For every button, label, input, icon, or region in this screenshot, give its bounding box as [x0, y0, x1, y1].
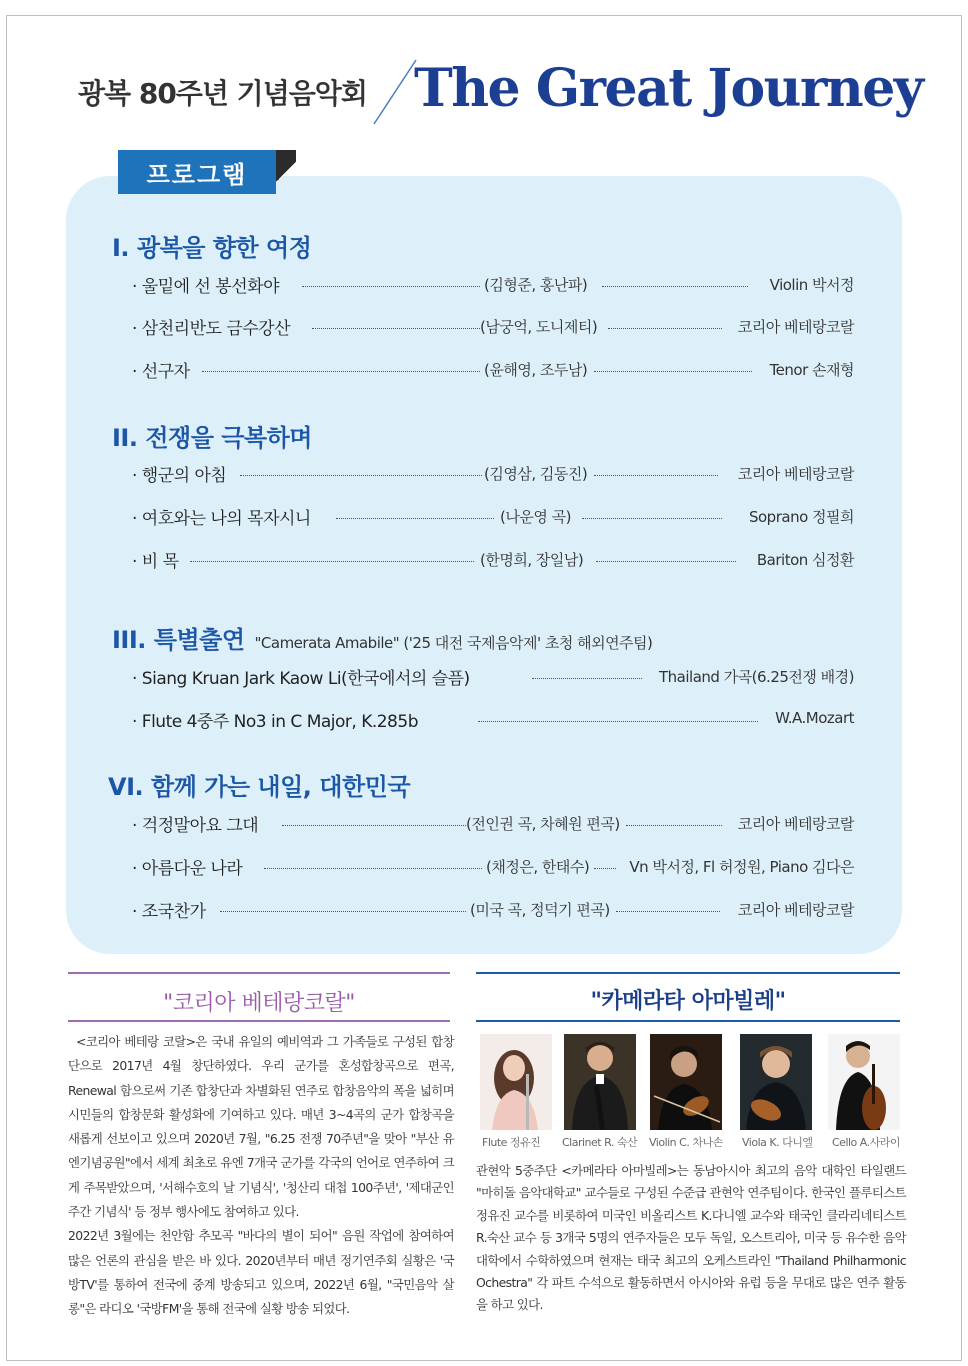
program-row [132, 504, 854, 530]
program-tab-label: 프로그램 [118, 150, 276, 194]
program-row [132, 547, 854, 573]
leader-dots [582, 518, 722, 519]
piece-performer: 코리아 베테랑코랄 [737, 465, 854, 483]
veteran-choral-heading: "코리아 베테랑코랄" [68, 972, 450, 1022]
veteran-choral-paragraph-1: <코리아 베테랑 코랄>은 국내 유일의 예비역과 그 가족들로 구성된 합창단으로 2017년 4월 창단하였다. 우리 군가를 혼성합창곡으로 편곡, Renewal 함으로써 기존 합창단과 차별화된 연주로 합창음악의 폭을 넓히며 시민들의 합창문화 활성화에 기여하고 있다. 매년 3~4곡의 군가 합창곡을 새롭게 선보이고 있으며 2020년 7월, "6.25 전쟁 70주년"을 맞아 "부산 유엔기념공원"에서 세계 최초로 유엔 7개국 군가를 각국의 언어로 연주하여 크게 주목받았으며, '서해수호의 날 기념식', '청산리 대첩 100주년', '제대군인 주간 기념식' 등 정부 행사에도 참여하고 있다. [68, 1034, 454, 1220]
piece-title: · 삼천리반도 금수강산 [132, 319, 291, 339]
camerata-description: 관현악 5중주단 <카메라타 아마빌레>는 동남아시아 최고의 음악 대학인 타일랜드 "마히돌 음악대학교" 교수들로 구성된 수준급 관현악 연주팀이다. 한국인 플루티스트 정유진 교수를 비롯하여 미국인 비올리스트 K.다니엘 교수와 태국인 클라리네티스트 R.숙산 교수 등 3개국 5명의 연주자들은 모두 독일, 오스트리아, 미국 등 유수한 음악 대학에서 수학하였으며 현재는 태국 최고의 오케스트라인 "Thailand Philharmonic Ochestra" 각 파트 수석으로 활동하면서 아시아와 유럽 등을 무대로 많은 연주 활동을 하고 있다. [476, 1163, 906, 1313]
member-caption: Violin C. 차나손 [649, 1136, 723, 1149]
piece-title: · 비 목 [132, 552, 179, 572]
leader-dots [264, 868, 482, 869]
piece-title: · 아름다운 나라 [132, 859, 243, 879]
piece-title: · 울밑에 선 봉선화야 [132, 277, 279, 297]
program-row [132, 854, 854, 880]
piece-performer: Tenor 손재형 [769, 361, 854, 379]
leader-dots [336, 518, 494, 519]
leader-dots [240, 475, 482, 476]
piece-performer: 코리아 베테랑코랄 [737, 318, 854, 336]
piece-performer: Soprano 정필희 [748, 508, 854, 526]
leader-dots [594, 475, 718, 476]
leader-dots [202, 371, 480, 372]
program-row [132, 272, 854, 298]
flutist-portrait-icon [480, 1034, 552, 1130]
leader-dots [478, 721, 758, 722]
program-row [132, 314, 854, 340]
section-heading-3-subtitle: "Camerata Amabile" ('25 대전 국제음악제' 초청 해외연주팀) [254, 634, 653, 652]
piece-title: · 선구자 [132, 362, 190, 382]
piece-credit: (김형준, 홍난파) [484, 276, 588, 294]
violinist-portrait-icon [650, 1034, 722, 1130]
section-heading-2: II. 전쟁을 극복하며 [112, 424, 312, 452]
member-caption: Clarinet R. 숙산 [562, 1136, 638, 1149]
section-heading-3 [112, 620, 652, 655]
piece-performer: W.A.Mozart [775, 709, 854, 727]
piece-credit: (미국 곡, 정덕기 편곡) [470, 901, 610, 919]
concert-title-korean: 광복 80주년 기념음악회 [78, 77, 367, 110]
piece-performer: 코리아 베테랑코랄 [737, 901, 854, 919]
piece-title: · 걱정말아요 그대 [132, 816, 259, 836]
piece-credit: (김영삼, 김동진) [484, 465, 588, 483]
piece-performer: Violin 박서정 [769, 276, 854, 294]
piece-title: · 행군의 아침 [132, 466, 227, 486]
piece-performer: Vn 박서정, Fl 허정원, Piano 김다은 [629, 858, 854, 876]
leader-dots [190, 561, 474, 562]
cellist-portrait-icon [828, 1034, 900, 1130]
piece-title: · Siang Kruan Jark Kaow Li(한국에서의 슬픔) [132, 669, 470, 689]
piece-credit: (남궁억, 도니제티) [480, 318, 598, 336]
leader-dots [596, 561, 736, 562]
section-heading-3-title: III. 특별출연 [112, 626, 245, 654]
leader-dots [532, 678, 642, 679]
leader-dots [626, 825, 722, 826]
piece-credit: (전인권 곡, 차혜원 편곡) [466, 815, 620, 833]
piece-performer: 코리아 베테랑코랄 [737, 815, 854, 833]
piece-credit: (나운영 곡) [500, 508, 571, 526]
leader-dots [302, 286, 480, 287]
piece-performer: Bariton 심정환 [756, 551, 854, 569]
program-row [132, 707, 854, 733]
piece-title: · 여호와는 나의 목자시니 [132, 509, 311, 529]
piece-title: · Flute 4중주 No3 in C Major, K.285b [132, 712, 418, 732]
violist-portrait-icon [740, 1034, 812, 1130]
member-caption: Viola K. 다니엘 [742, 1136, 813, 1149]
piece-credit: (채정은, 한태수) [486, 858, 590, 876]
piece-credit: (한명희, 장일남) [480, 551, 584, 569]
camerata-heading: "카메라타 아마빌레" [476, 972, 900, 1022]
leader-dots [282, 825, 466, 826]
section-heading-4: VI. 함께 가는 내일, 대한민국 [108, 773, 410, 801]
piece-title: · 조국찬가 [132, 902, 206, 922]
leader-dots [594, 371, 752, 372]
program-tab-corner [276, 150, 296, 194]
program-row [132, 664, 854, 690]
program-row [132, 897, 854, 923]
section-heading-1: I. 광복을 향한 여정 [112, 234, 312, 262]
piece-performer: Thailand 가곡(6.25전쟁 배경) [659, 668, 854, 686]
program-row [132, 461, 854, 487]
program-row [132, 811, 854, 837]
concert-title-english: The Great Journey [414, 58, 923, 119]
leader-dots [616, 911, 720, 912]
veteran-choral-paragraph-2: 2022년 3월에는 천안함 추모곡 "바다의 별이 되어" 음원 작업에 참여하여 많은 언론의 관심을 받은 바 있다. 2020년부터 매년 정기연주회 실황은 '국방TV'를 통하여 전국에 중계 방송되고 있으며, 2022년 6월, "국민음악 살롱"은 라디오 '국방FM'을 통해 전국에 실황 방송 되었다. [68, 1228, 454, 1317]
title-divider-slash [370, 58, 420, 126]
leader-dots [220, 911, 466, 912]
member-caption: Flute 정유진 [482, 1136, 541, 1149]
leader-dots [608, 328, 722, 329]
leader-dots [602, 286, 748, 287]
veteran-choral-description [68, 1030, 454, 1322]
program-row [132, 357, 854, 383]
member-photos [476, 1034, 904, 1134]
piece-credit: (윤해영, 조두남) [484, 361, 588, 379]
clarinetist-portrait-icon [564, 1034, 636, 1130]
leader-dots [594, 868, 616, 869]
leader-dots [312, 328, 480, 329]
member-caption: Cello A.사라이 [832, 1136, 900, 1149]
